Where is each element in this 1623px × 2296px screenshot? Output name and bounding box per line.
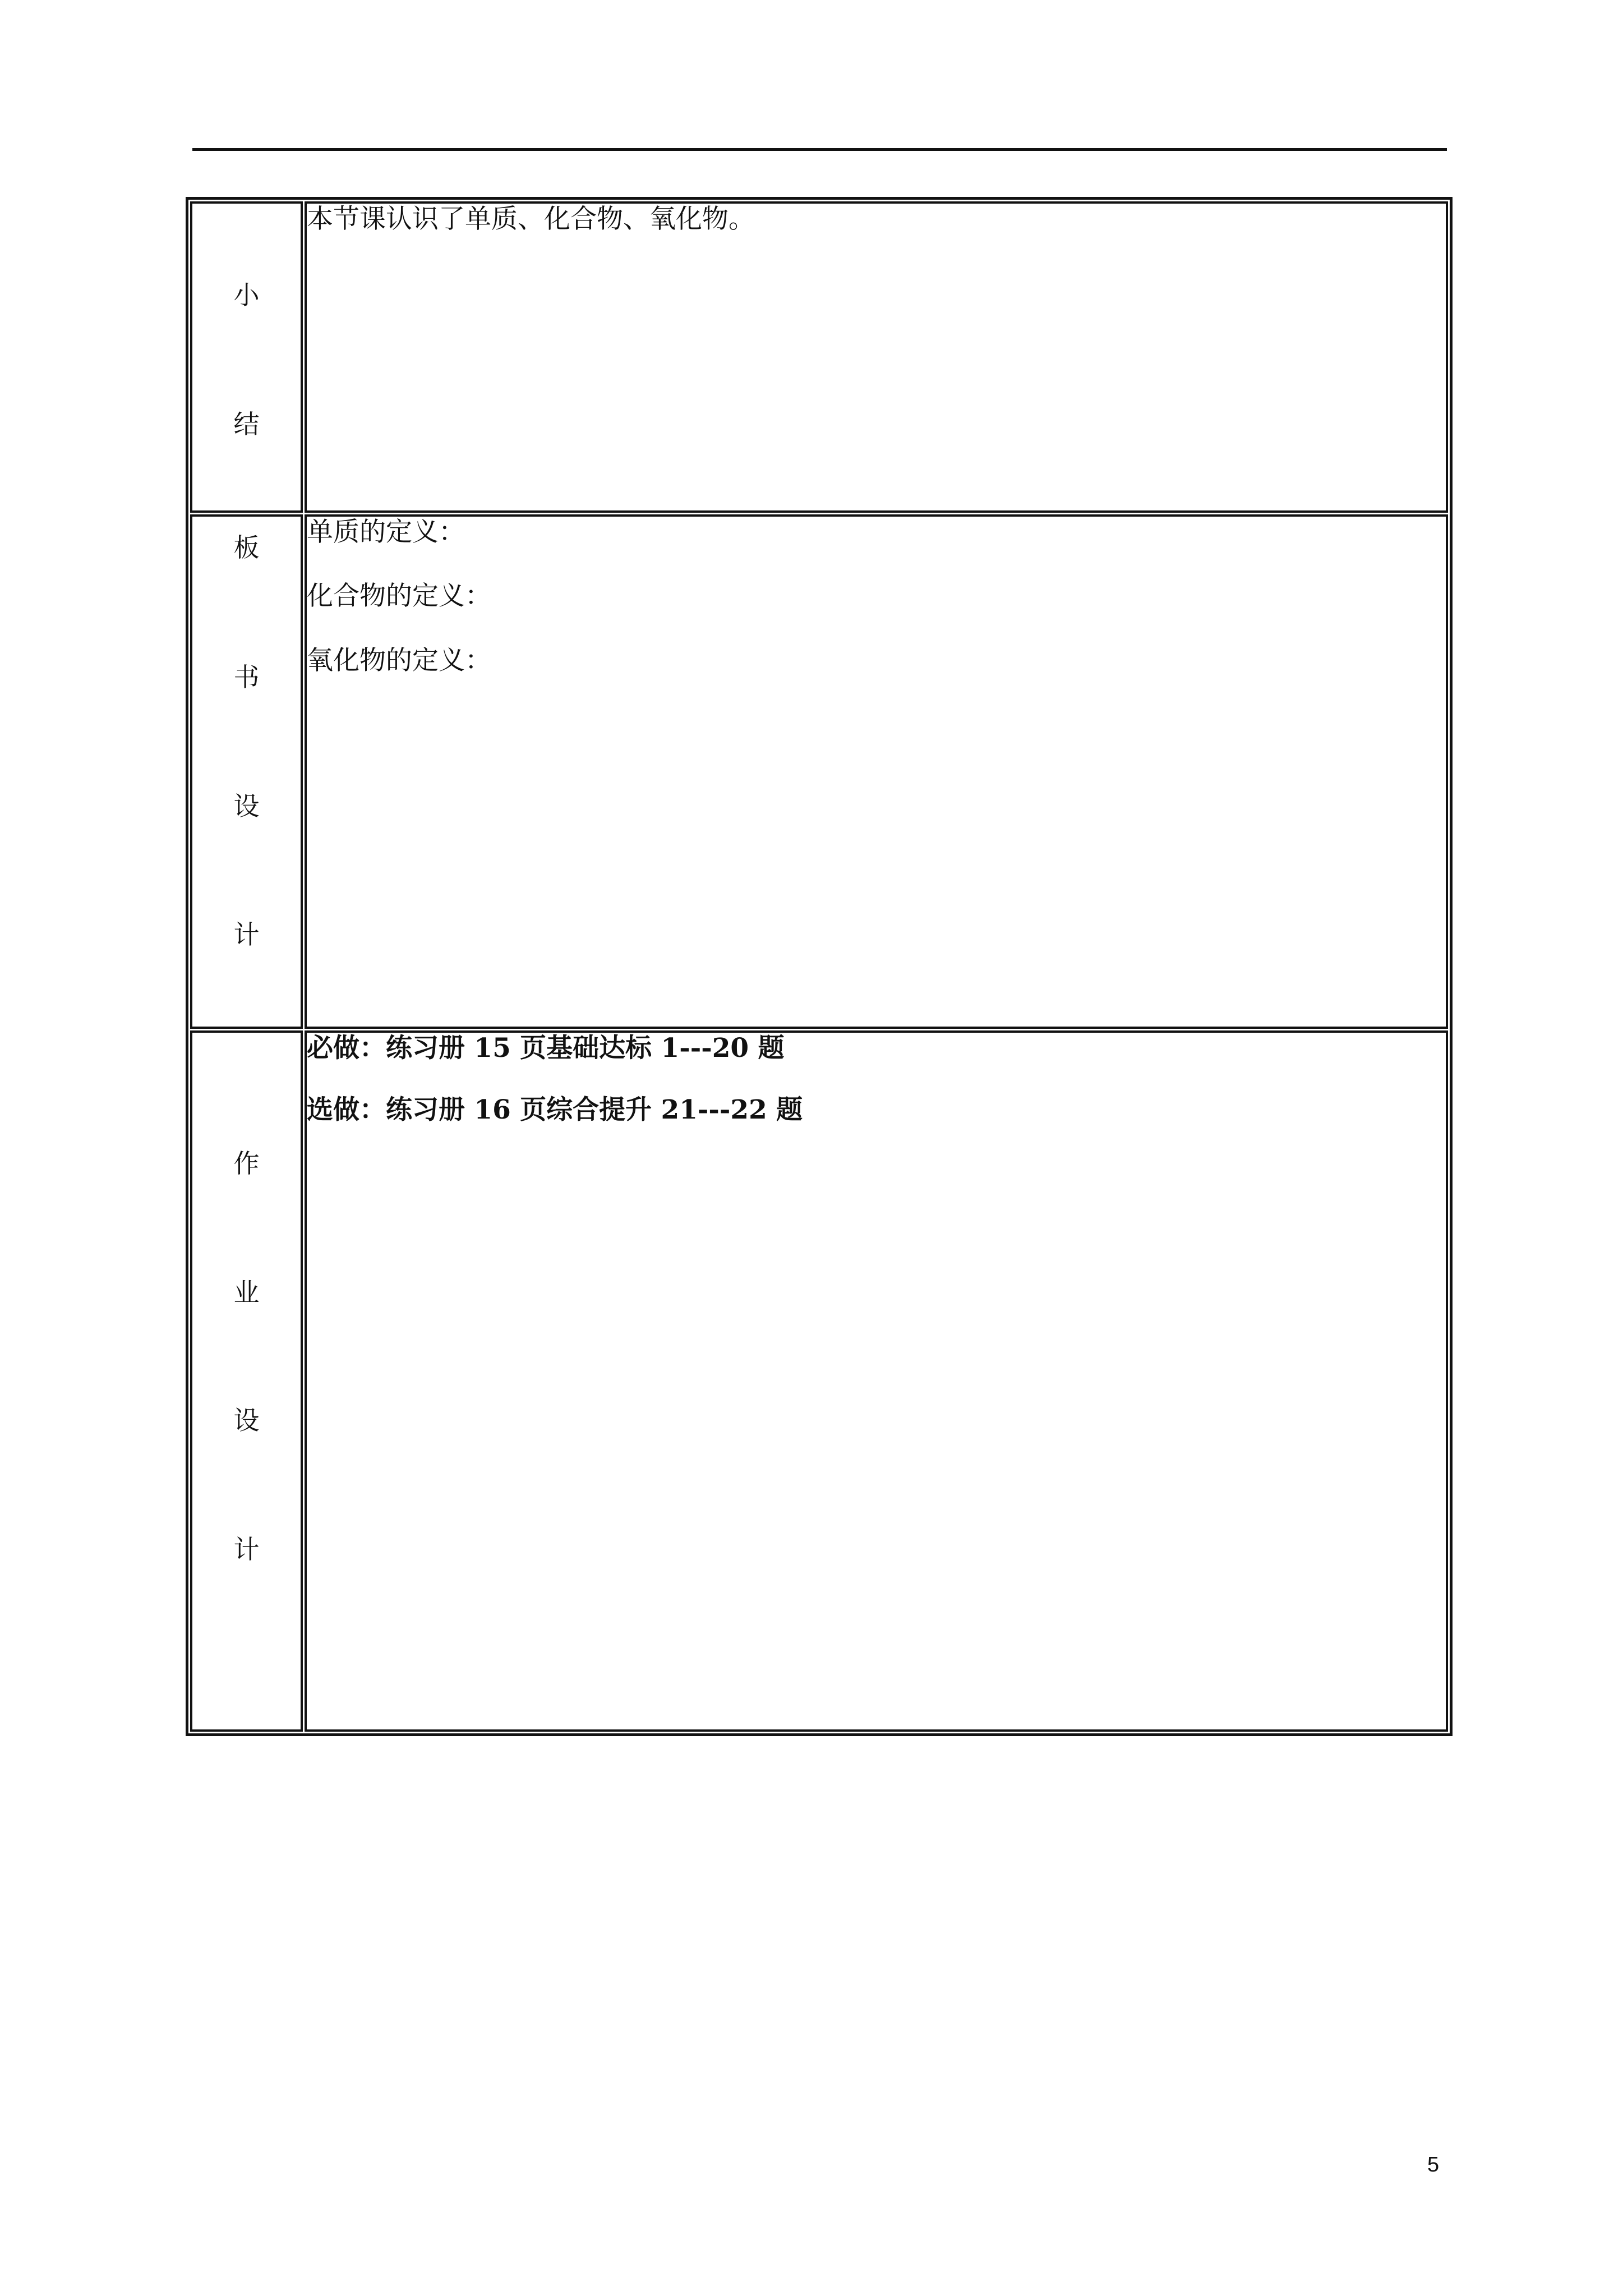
board-design-label-char: 书 (233, 662, 260, 692)
homework-design-label-char: 作 (233, 1148, 260, 1179)
board-design-label (190, 514, 303, 1029)
header-rule (192, 148, 1447, 151)
homework-design-label-char: 业 (233, 1277, 260, 1308)
homework-design-label-char: 计 (233, 1534, 260, 1565)
summary-text: 本节课认识了单质、化合物、氧化物。 (307, 204, 755, 234)
lesson-plan-table (186, 197, 1453, 1736)
definition-line: 单质的定义： (307, 517, 465, 547)
summary-content (305, 201, 1448, 513)
board-design-content (305, 514, 1448, 1029)
board-design-label-char: 设 (233, 791, 260, 821)
summary-label (190, 201, 303, 513)
homework-design-content (305, 1030, 1448, 1732)
page-number: 5 (1427, 2153, 1440, 2177)
board-design-row (190, 514, 1448, 1029)
homework-design-label (190, 1030, 303, 1732)
homework-design-label-char: 设 (233, 1405, 260, 1435)
board-design-label-char: 计 (233, 919, 260, 950)
definition-line: 化合物的定义： (307, 581, 491, 612)
summary-row (190, 201, 1448, 513)
summary-label-char: 小 (233, 280, 260, 310)
required-homework: 必做：练习册 15 页基础达标 1---20 题 (307, 1033, 785, 1064)
summary-label-char: 结 (233, 409, 260, 439)
definition-line: 氧化物的定义： (307, 645, 491, 676)
board-design-label-char: 板 (233, 532, 260, 563)
optional-homework: 选做：练习册 16 页综合提升 21---22 题 (307, 1094, 803, 1126)
homework-design-row (190, 1030, 1448, 1732)
